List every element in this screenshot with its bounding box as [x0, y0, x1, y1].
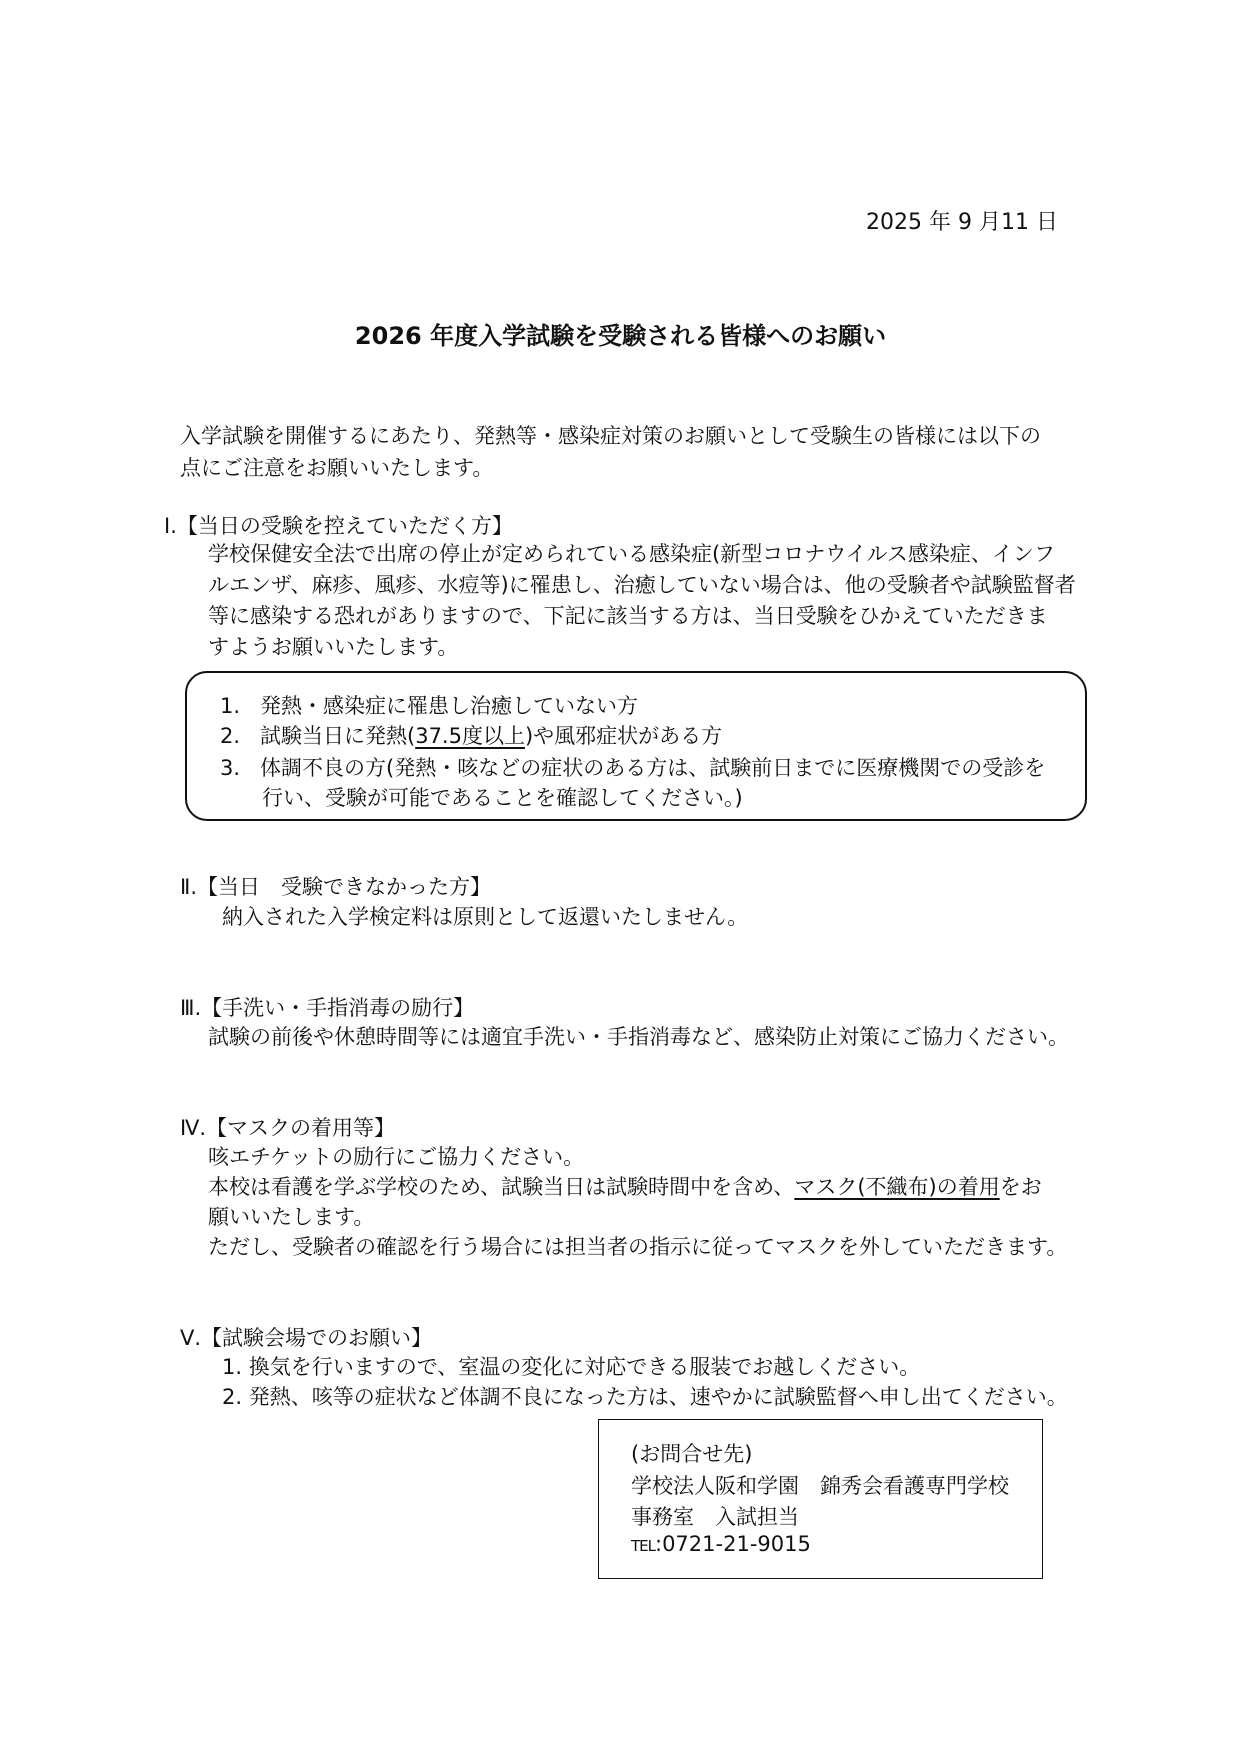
section-5-heading: Ⅴ.【試験会場でのお願い】: [180, 1326, 433, 1350]
mask-text: 本校は看護を学ぶ学校のため、試験当日は試験時間中を含め、: [208, 1175, 795, 1199]
mask-text: をお: [999, 1175, 1042, 1199]
section-1-line: ルエンザ、麻疹、風疹、水痘等)に罹患し、治癒していない場合は、他の受験者や試験監督者: [208, 573, 1076, 597]
document-date: 2025 年 9 月11 日: [866, 210, 1058, 235]
condition-item-2: [220, 720, 722, 750]
item-text: 発熱・感染症に罹患し治癒していない方: [260, 694, 638, 718]
section-4-line: [208, 1172, 1042, 1203]
document-title: 2026 年度入学試験を受験される皆様へのお願い: [354, 322, 887, 350]
section-1-line: すようお願いいたします。: [208, 635, 459, 659]
section-4-line: 咳エチケットの励行にご協力ください。: [208, 1145, 585, 1169]
section-3-heading: Ⅲ.【手洗い・手指消毒の励行】: [180, 996, 475, 1020]
intro-line: 入学試験を開催するにあたり、発熱等・感染症対策のお願いとして受験生の皆様には以下の: [180, 424, 1041, 448]
intro-paragraph: [180, 420, 1041, 484]
item-number: 2.: [220, 724, 241, 748]
section-1-heading: Ⅰ.【当日の受験を控えていただく方】: [164, 514, 513, 538]
section-2-heading: Ⅱ.【当日 受験できなかった方】: [180, 875, 492, 899]
condition-item-3-continued: 行い、受験が可能であることを確認してください。): [262, 786, 743, 810]
contact-organization: 学校法人阪和学園 錦秀会看護専門学校: [631, 1474, 1009, 1498]
underlined-mask-requirement: マスク(不織布)の着用: [794, 1175, 1000, 1199]
condition-item-3: [220, 752, 1045, 782]
item-text: 体調不良の方(発熱・咳などの症状のある方は、試験前日までに医療機関での受診を: [260, 756, 1046, 780]
section-2-line: 納入された入学検定料は原則として返還いたしません。: [222, 905, 749, 929]
section-1-line: 学校保健安全法で出席の停止が定められている感染症(新型コロナウイルス感染症、インフ: [208, 542, 1055, 566]
contact-telephone: [631, 1532, 811, 1556]
underlined-temperature: 37.5度以上: [415, 724, 525, 748]
contact-box: [598, 1419, 1043, 1579]
contact-label: (お問合せ先): [631, 1442, 753, 1466]
section-4-line: 願いいたします。: [208, 1205, 375, 1229]
section-1-line: 等に感染する恐れがありますので、下記に該当する方は、当日受験をひかえていただきま: [208, 604, 1048, 628]
tel-mark: TEL: [631, 1537, 655, 1555]
section-5-item: 2. 発熱、咳等の症状など体調不良になった方は、速やかに試験監督へ申し出てください。: [222, 1385, 1068, 1409]
condition-item-1: [220, 690, 638, 720]
item-text: 試験当日に発熱(: [260, 724, 416, 748]
item-number: 1.: [220, 694, 241, 718]
section-4-heading: Ⅳ.【マスクの着用等】: [180, 1116, 396, 1140]
section-1-body: [208, 539, 1076, 663]
section-3-line: 試験の前後や休憩時間等には適宜手洗い・手指消毒など、感染防止対策にご協力ください。: [208, 1025, 1069, 1049]
item-text: )や風邪症状がある方: [524, 724, 723, 748]
section-5-item: 1. 換気を行いますので、室温の変化に対応できる服装でお越しください。: [222, 1355, 921, 1379]
section-4-line: ただし、受験者の確認を行う場合には担当者の指示に従ってマスクを外していただきます。: [208, 1235, 1068, 1259]
contact-department: 事務室 入試担当: [631, 1505, 799, 1529]
intro-line: 点にご注意をお願いいたします。: [180, 456, 494, 480]
telephone-number: :0721-21-9015: [655, 1532, 811, 1556]
item-number: 3.: [220, 756, 241, 780]
